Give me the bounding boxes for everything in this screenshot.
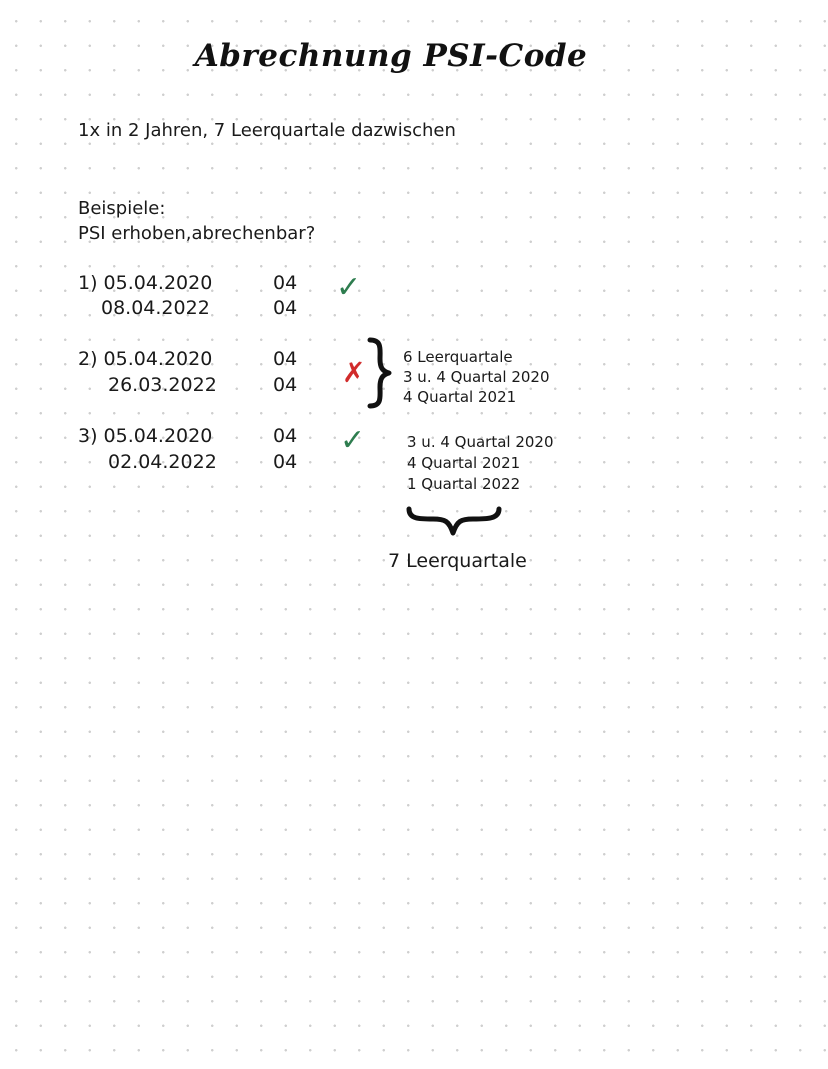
question-text: PSI erhoben,abrechenbar? [78,223,316,244]
example-2-note-3: 4 Quartal 2021 [403,388,517,406]
example-3-note-3: 1 Quartal 2022 [407,475,521,493]
example-1-date-1: 1) 05.04.2020 [78,272,213,294]
example-1-date-2: 08.04.2022 [101,297,210,319]
summary-text: 7 Leerquartale [388,550,527,572]
example-2-note-2: 3 u. 4 Quartal 2020 [403,368,550,386]
example-2-date-2: 26.03.2022 [108,374,217,396]
example-1-code-2: 04 [273,297,298,319]
example-3-note-1: 3 u. 4 Quartal 2020 [407,433,554,451]
curly-brace-icon [362,337,394,409]
example-2-code-1: 04 [273,348,298,370]
rule-text: 1x in 2 Jahren, 7 Leerquartale dazwischen [78,120,456,141]
example-3-code-2: 04 [273,451,298,473]
example-3-code-1: 04 [273,425,298,447]
cross-icon: ✗ [342,356,366,389]
checkmark-icon: ✓ [340,423,366,458]
checkmark-icon: ✓ [336,270,362,305]
example-3-date-1: 3) 05.04.2020 [78,425,213,447]
page-title: Abrechnung PSI-Code [194,38,588,74]
example-2-date-1: 2) 05.04.2020 [78,348,213,370]
example-1-code-1: 04 [273,272,298,294]
example-2-code-2: 04 [273,374,298,396]
underbrace-icon [405,503,505,543]
example-2-note-1: 6 Leerquartale [403,348,513,366]
examples-heading: Beispiele: [78,198,166,219]
example-3-note-2: 4 Quartal 2021 [407,454,521,472]
example-3-date-2: 02.04.2022 [108,451,217,473]
